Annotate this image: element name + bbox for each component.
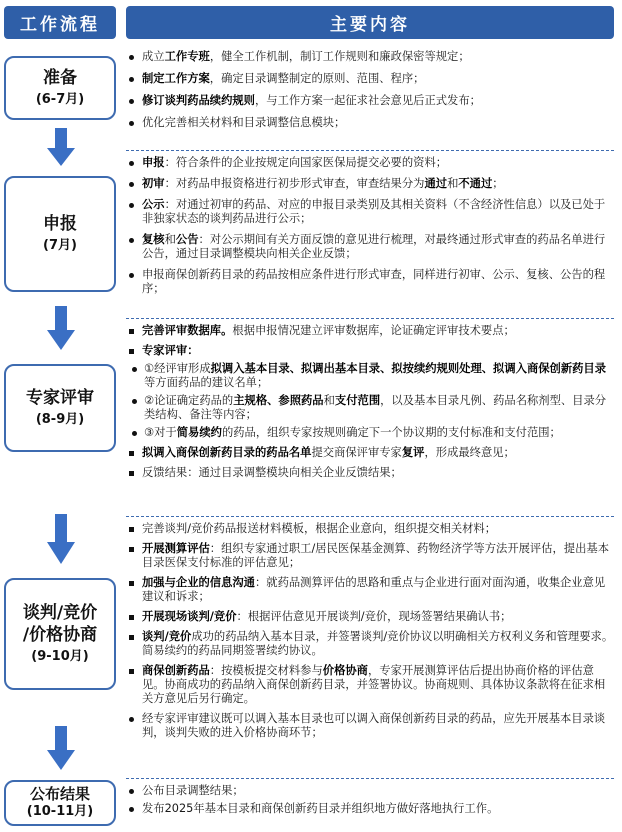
list-item: 专家评审： [128, 344, 614, 358]
down-arrow-icon [47, 514, 75, 564]
stage-name: 公布结果 [29, 785, 90, 803]
publish-list [128, 784, 614, 821]
down-arrow-icon [47, 306, 75, 350]
list-item: 申报商保创新药目录的药品按相应条件进行形式审查，同样进行初审、公示、复核、公告的程序； [128, 268, 614, 296]
stage-name-line1: 谈判/竞价 [22, 603, 98, 623]
negotiation-list [128, 522, 614, 745]
stage-name-line2: /价格协商 [22, 625, 98, 645]
prep-list [128, 50, 614, 135]
list-subitem: ②论证确定药品的主规格、参照药品和支付范围，以及基本目录凡例、药品名称剂型、目录分类结构、备注等内容； [128, 394, 614, 422]
stage-name: 专家评审 [26, 388, 94, 408]
stage-prep [4, 56, 116, 120]
section-divider [126, 150, 614, 151]
stage-name: 申报 [43, 214, 77, 234]
list-subitem: ①经评审形成拟调入基本目录、拟调出基本目录、拟按续约规则处理、拟调入商保创新药目录等方面药品的建议名单； [128, 362, 614, 390]
list-item: 完善谈判/竞价药品报送材料模板，根据企业意向，组织提交相关材料； [128, 522, 614, 536]
list-item: 开展测算评估：组织专家通过职工/居民医保基金测算、药物经济学等方法开展评估，提出基本目录医保支付标准的评估意见； [128, 542, 614, 570]
list-item: 开展现场谈判/竞价：根据评估意见开展谈判/竞价，现场签署结果确认书； [128, 610, 614, 624]
section-divider [126, 516, 614, 517]
stage-period: (7月) [43, 238, 77, 253]
list-item: 发布2025年基本目录和商保创新药目录并组织地方做好落地执行工作。 [128, 802, 614, 816]
list-item: 完善评审数据库。根据申报情况建立评审数据库，论证确定评审技术要点； [128, 324, 614, 338]
down-arrow-icon [47, 128, 75, 166]
list-item: 谈判/竞价成功的药品纳入基本目录，并签署谈判/竞价协议以明确相关方权利义务和管理要求。简易续约的药品同期签署续约协议。 [128, 630, 614, 658]
stage-period: (8-9月) [35, 412, 85, 427]
apply-list [128, 156, 614, 301]
section-divider [126, 318, 614, 319]
stage-apply [4, 176, 116, 292]
stage-period: (6-7月) [35, 92, 85, 107]
stage-review [4, 364, 116, 452]
list-item: 初审：对药品申报资格进行初步形式审查，审查结果分为通过和不通过； [128, 177, 614, 191]
list-item: 经专家评审建议既可以调入基本目录也可以调入商保创新药目录的药品，应先开展基本目录谈判，谈判失败的进入价格协商环节； [128, 712, 614, 740]
list-item: 公示：对通过初审的药品、对应的申报目录类别及其相关资料（不含经济性信息）以及已处于非独家状态的谈判药品进行公示； [128, 198, 614, 226]
workflow-header: 工作流程 [4, 6, 116, 39]
section-divider [126, 778, 614, 779]
stage-negotiation [4, 578, 116, 690]
down-arrow-icon [47, 726, 75, 770]
stage-name: 准备 [43, 68, 77, 88]
list-subitem: ③对于简易续约的药品，组织专家按规则确定下一个协议期的支付标准和支付范围； [128, 426, 614, 440]
list-item: 反馈结果：通过目录调整模块向相关企业反馈结果； [128, 466, 614, 480]
content-header: 主要内容 [126, 6, 614, 39]
list-item: 复核和公告：对公示期间有关方面反馈的意见进行梳理，对最终通过形式审查的药品名单进行公告，通过目录调整模块向相关企业反馈； [128, 233, 614, 261]
stage-publish [4, 780, 116, 826]
stage-period: (10-11月) [26, 804, 94, 819]
list-item: 拟调入商保创新药目录的药品名单提交商保评审专家复评，形成最终意见； [128, 446, 614, 460]
list-item: 加强与企业的信息沟通：就药品测算评估的思路和重点与企业进行面对面沟通，收集企业意见建议和诉求； [128, 576, 614, 604]
stage-period: (9-10月) [31, 649, 89, 664]
review-list [128, 324, 614, 485]
list-item: 申报：符合条件的企业按规定向国家医保局提交必要的资料； [128, 156, 614, 170]
list-item: 制定工作方案，确定目录调整制定的原则、范围、程序； [128, 72, 614, 86]
list-item: 优化完善相关材料和目录调整信息模块； [128, 116, 614, 130]
list-item: 修订谈判药品续约规则，与工作方案一起征求社会意见后正式发布； [128, 94, 614, 108]
list-item: 公布目录调整结果； [128, 784, 614, 798]
list-item: 成立工作专班，健全工作机制，制订工作规则和廉政保密等规定； [128, 50, 614, 64]
list-item: 商保创新药品：按模板提交材料参与价格协商，专家开展测算评估后提出协商价格的评估意见。协商成功的药品纳入商保创新药目录，并签署协议。协商规则、具体协议条款将在征求相关方意见后另行确定。 [128, 664, 614, 706]
